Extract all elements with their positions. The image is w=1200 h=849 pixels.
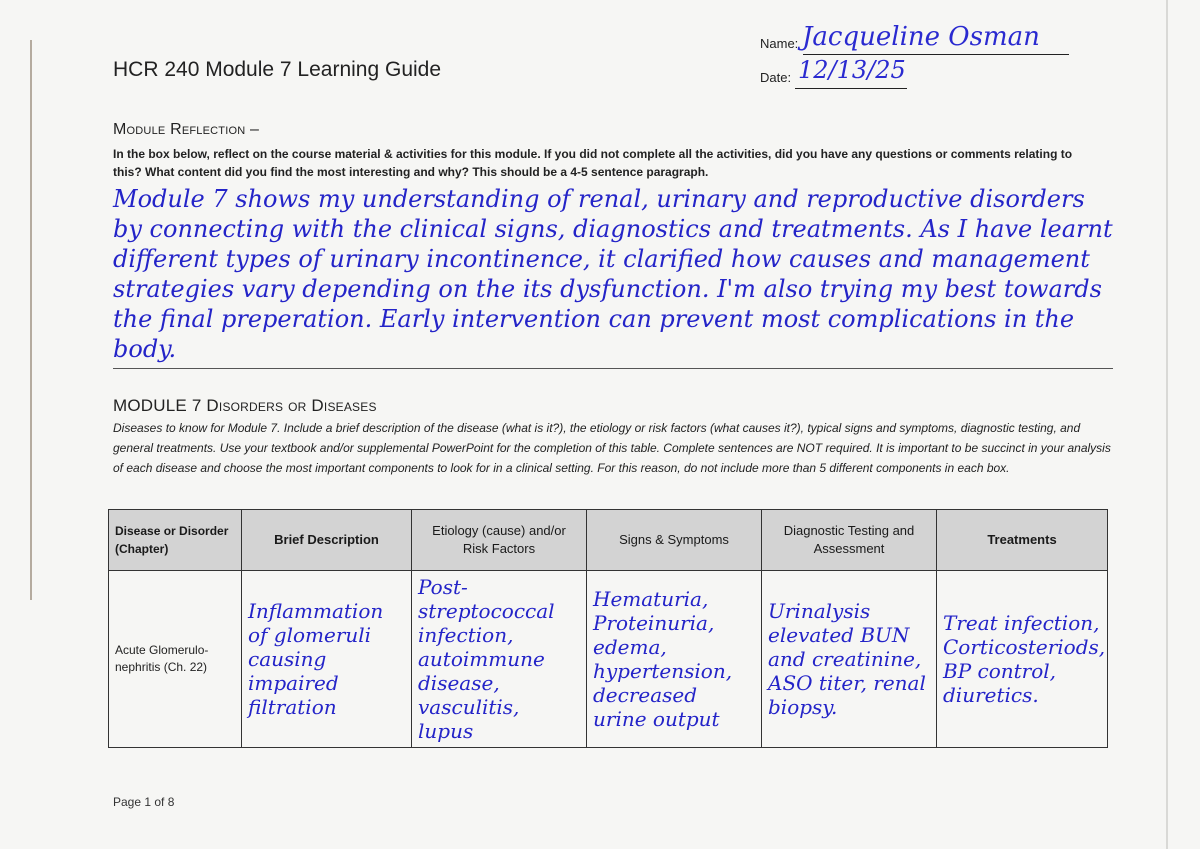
name-underline — [803, 54, 1069, 55]
cell-signs[interactable]: Hematuria, Proteinuria, edema, hypertension, decreased urine output — [587, 571, 762, 748]
reflection-heading: Module Reflection – — [113, 121, 260, 138]
col-header-signs: Signs & Symptoms — [587, 510, 762, 571]
cell-etiology[interactable]: Post-streptococcal infection, autoimmune disease, vasculitis, lupus — [412, 571, 587, 748]
col-header-disease: Disease or Disorder (Chapter) — [109, 510, 242, 571]
name-value[interactable]: Jacqueline Osman — [802, 22, 1040, 52]
reflection-box-bottom-border — [113, 368, 1113, 369]
page-edge-right — [1166, 0, 1168, 849]
reflection-response[interactable]: Module 7 shows my understanding of renal, urinary and reproductive disorders by connecting with the clinical signs, diagnostics and treatments. As I have learnt different types of urinary incontinence, it clarified how causes and management strategies vary depending on the its dysfunction. I'm also trying my best towards the final preperation. Early intervention can prevent most complications in the body. — [113, 185, 1113, 363]
col-header-etiology: Etiology (cause) and/or Risk Factors — [412, 510, 587, 571]
cell-diagnostics[interactable]: Urinalysis elevated BUN and creatinine, ASO titer, renal biopsy. — [762, 571, 937, 748]
table-header-row — [109, 510, 1108, 571]
table-row — [109, 571, 1108, 748]
col-header-treatments: Treatments — [937, 510, 1108, 571]
disorders-instructions: Diseases to know for Module 7. Include a brief description of the disease (what is it?), the etiology or risk factors (what causes it?), typical signs and symptoms, diagnostic testing, and general treatments. Use your textbook and/or supplemental PowerPoint for the completion of this table. Complete sentences are NOT required. It is important to be succinct in your analysis of each disease and choose the most important components to look for in a clinical setting. For this reason, do not include more than 5 different components in each box. — [113, 421, 1111, 475]
col-header-description: Brief Description — [242, 510, 412, 571]
col-header-diagnostics: Diagnostic Testing and Assessment — [762, 510, 937, 571]
cell-disease: Acute Glomerulo-nephritis (Ch. 22) — [109, 571, 242, 748]
document-title: HCR 240 Module 7 Learning Guide — [113, 58, 442, 81]
disorders-table — [108, 509, 1108, 748]
date-value[interactable]: 12/13/25 — [798, 56, 906, 84]
page-number: Page 1 of 8 — [113, 795, 175, 809]
reflection-instructions: In the box below, reflect on the course material & activities for this module. If you did not complete all the activities, did you have any questions or comments relating to this? What content did you find the most interesting and why? This should be a 4-5 sentence paragraph. — [113, 147, 1073, 179]
cell-treatments[interactable]: Treat infection, Corticosteriods, BP control, diuretics. — [937, 571, 1108, 748]
disorders-heading: MODULE 7 Disorders or Diseases — [113, 396, 377, 415]
cell-description[interactable]: Inflammation of glomeruli causing impaired filtration — [242, 571, 412, 748]
date-underline — [795, 88, 907, 89]
page-shadow-left — [30, 40, 32, 600]
name-label: Name: — [760, 36, 799, 51]
date-label: Date: — [760, 70, 792, 85]
